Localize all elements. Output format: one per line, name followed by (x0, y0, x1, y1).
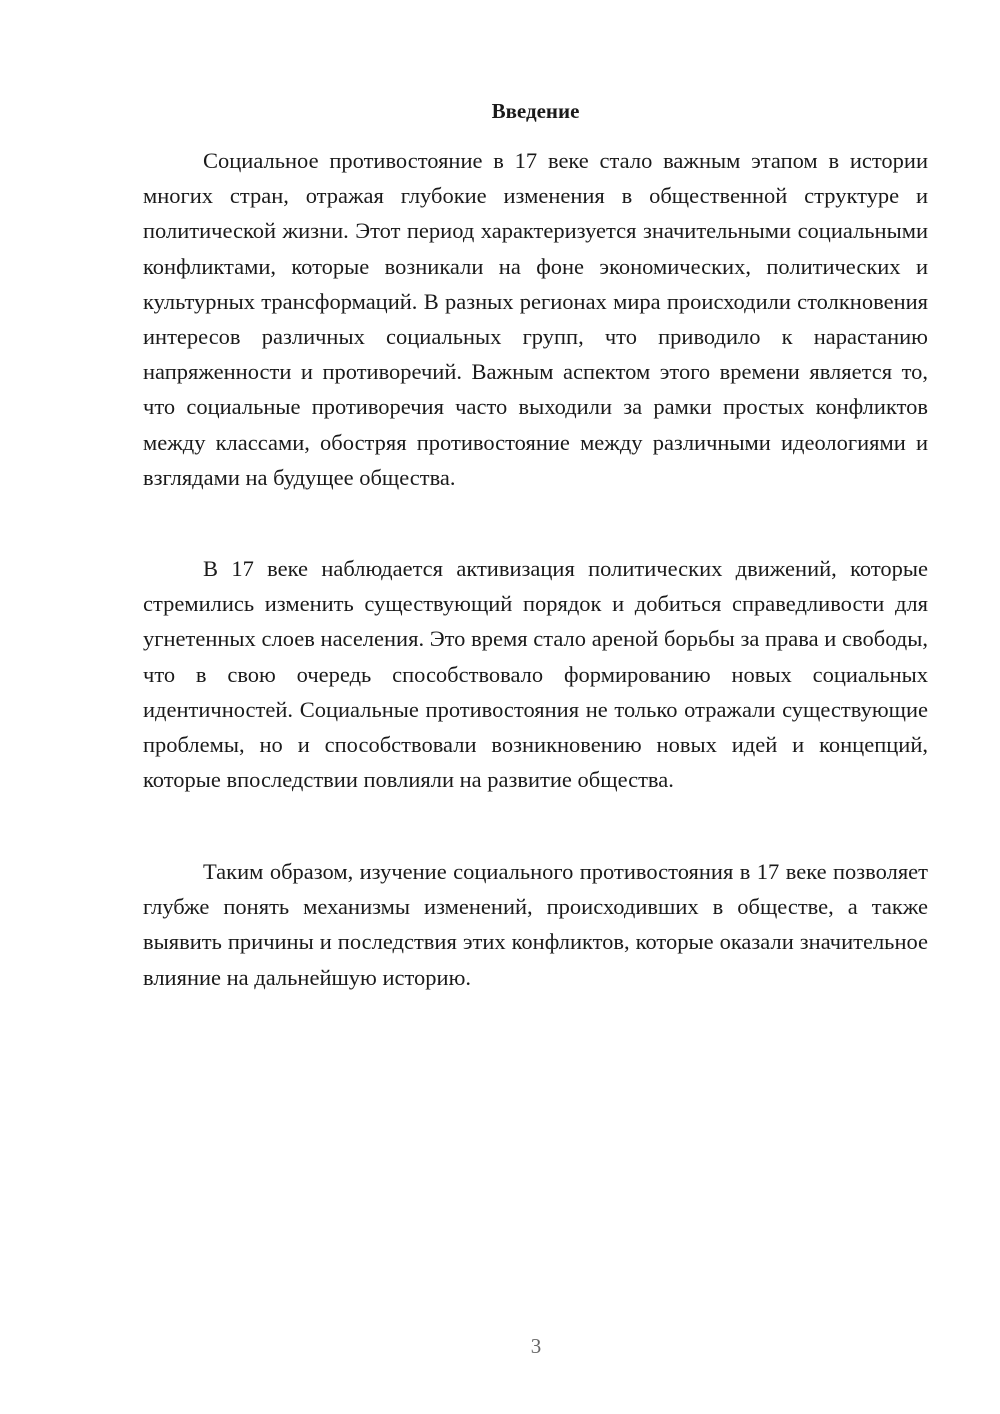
paragraph-3: Таким образом, изучение социального противостояния в 17 веке позволяет глубже понять механизмы изменений, происходивших в обществе, а также выявить причины и последствия этих конфликтов, которые оказали значительное влияние на дальнейшую историю. (143, 859, 928, 990)
paragraph-2: В 17 веке наблюдается активизация политических движений, которые стремились изменить существующий порядок и добиться справедливости для угнетенных слоев населения. Это время стало ареной борьбы за права и свободы, что в свою очередь способствовало формированию новых социальных идентичностей. Социальные противостояния не только отражали существующие проблемы, но и способствовали возникновению новых идей и концепций, которые впоследствии повлияли на развитие общества. (143, 556, 928, 793)
page-number: 3 (530, 1334, 542, 1358)
section-heading: Введение (491, 99, 580, 123)
paragraph-1: Социальное противостояние в 17 веке стало важным этапом в истории многих стран, отражая глубокие изменения в общественной структуре и политической жизни. Этот период характеризуется значительными социальными конфликтами, которые возникали на фоне экономических, политических и культурных трансформаций. В разных регионах мира происходили столкновения интересов различных социальных групп, что приводило к нарастанию напряженности и противоречий. Важным аспектом этого времени является то, что социальные противоречия часто выходили за рамки простых конфликтов между классами, обостряя противостояние между различными идеологиями и взглядами на будущее общества. (143, 148, 928, 490)
